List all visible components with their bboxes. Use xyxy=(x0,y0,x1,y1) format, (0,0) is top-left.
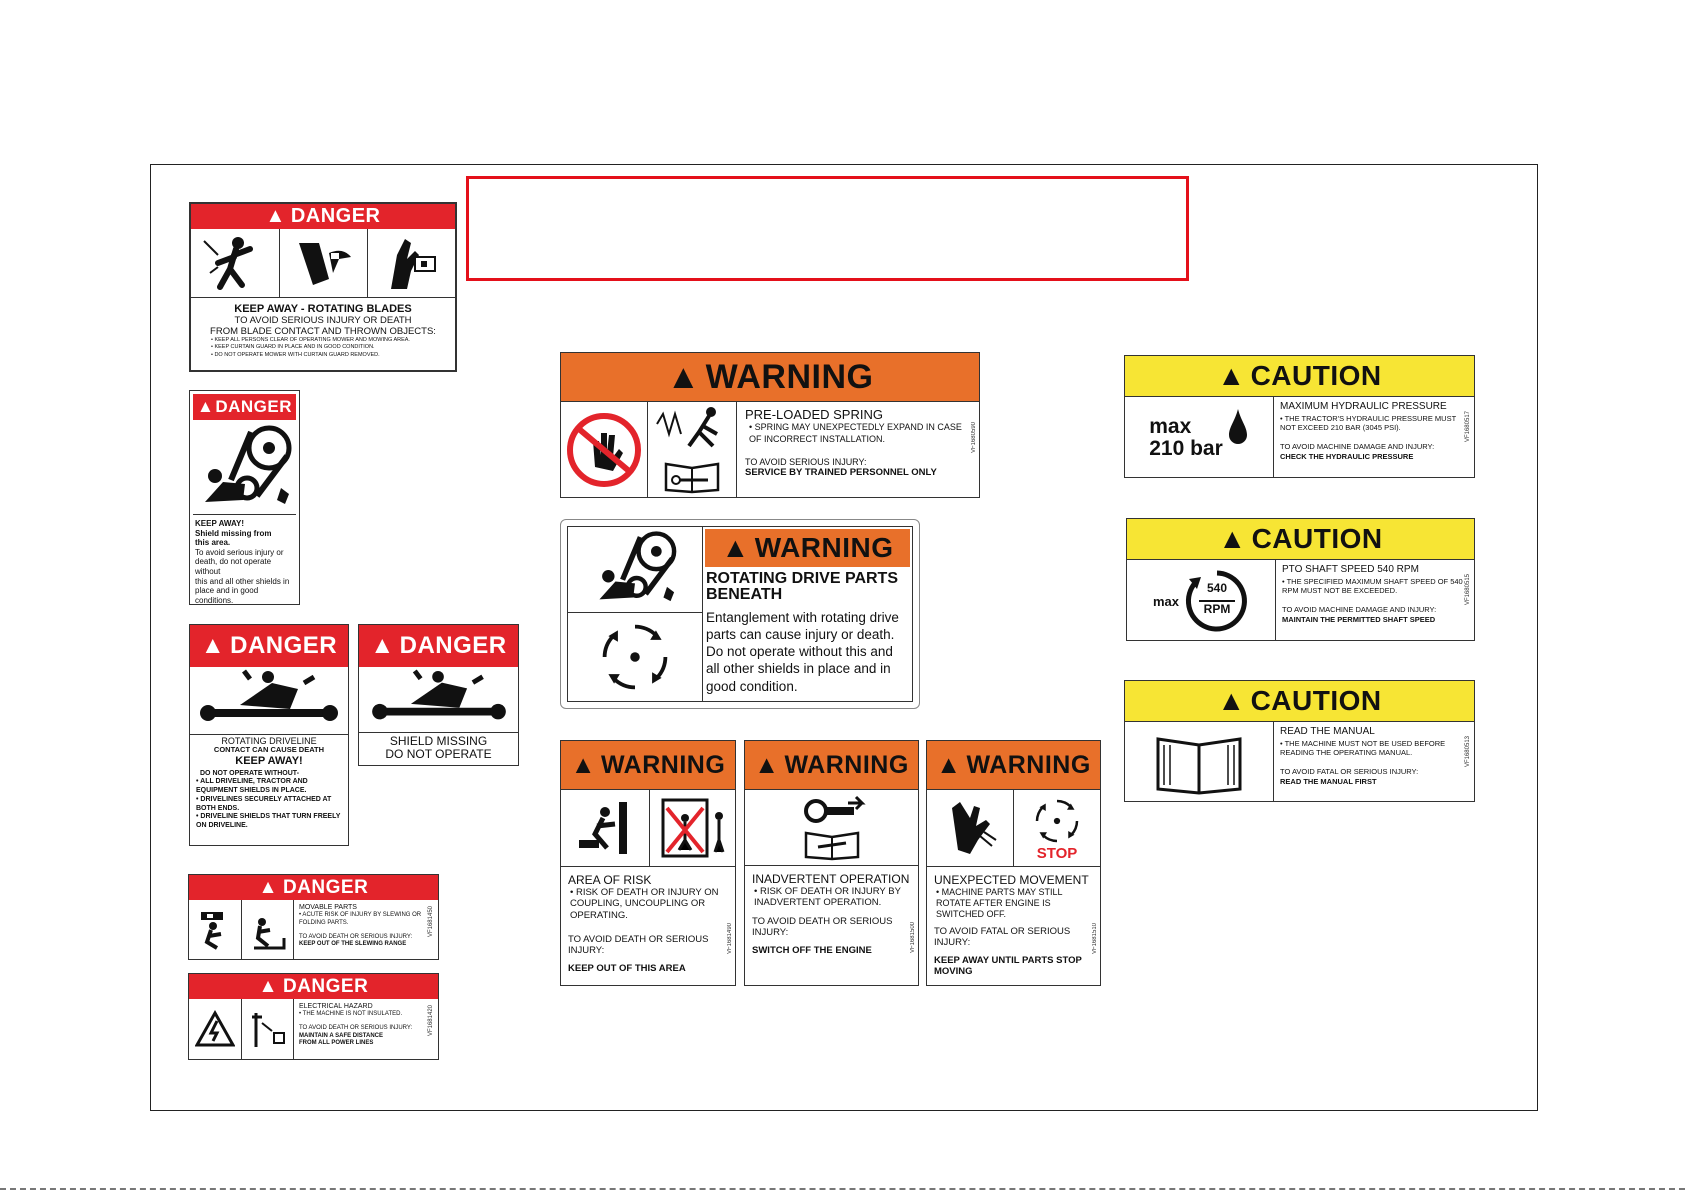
belt-entanglement-icon xyxy=(193,423,296,515)
body-text: Entanglement with rotating drive parts can cause injury or death. Do not operate without this and all other shields in place and in good condition. xyxy=(706,610,899,694)
warning-triangle-icon: ▲ xyxy=(258,975,278,997)
body-text: TO AVOID MACHINE DAMAGE AND INJURY: xyxy=(1282,605,1437,615)
bullet-text: • DRIVELINE SHIELDS THAT TURN FREELY ON DRIVELINE. xyxy=(196,813,341,830)
rotating-parts-icon xyxy=(1029,796,1085,846)
max-text: max xyxy=(1152,593,1180,609)
part-code: VF1681450 xyxy=(428,906,435,938)
warning-triangle-icon: ▲ xyxy=(721,532,750,563)
warning-label-preloaded-spring xyxy=(560,352,980,498)
caution-label-read-manual xyxy=(1124,680,1475,802)
bullet-text: • RISK OF DEATH OR INJURY BY INADVERTENT OPERATION. xyxy=(754,886,901,909)
instruction-text: MAINTAIN A SAFE DISTANCE xyxy=(299,1032,383,1039)
body-text: CONTACT CAN CAUSE DEATH xyxy=(213,745,325,755)
electrical-hazard-icon xyxy=(189,999,241,1059)
instruction-text: READ THE MANUAL FIRST xyxy=(1280,776,1377,786)
max-text: max xyxy=(1149,414,1192,438)
crush-between-parts-icon xyxy=(561,790,649,866)
body-text: TO AVOID DEATH OR SERIOUS INJURY: xyxy=(568,934,709,957)
part-code: VF1681420 xyxy=(428,1005,435,1037)
part-code: VF1680515 xyxy=(1464,574,1471,606)
danger-label-shield-missing xyxy=(189,390,300,605)
body-text: TO AVOID DEATH OR SERIOUS INJURY: xyxy=(299,1024,413,1031)
label-title: ELECTRICAL HAZARD xyxy=(299,1003,373,1010)
driveline-entanglement-icon xyxy=(359,667,518,733)
instruction-text: FROM ALL POWER LINES xyxy=(299,1040,374,1047)
manual-wrench-icon xyxy=(648,454,736,498)
driveline-entanglement-icon xyxy=(190,667,348,735)
blade-thrown-objects-icon xyxy=(191,229,279,297)
warning-header: ▲ WARNING xyxy=(705,529,910,567)
bullet-text: • ALL DRIVELINE, TRACTOR AND EQUIPMENT SHIELDS IN PLACE. xyxy=(196,778,308,795)
instruction-text: SERVICE BY TRAINED PERSONNEL ONLY xyxy=(745,467,937,479)
manual-book-icon xyxy=(1125,722,1273,802)
danger-title: KEEP AWAY - ROTATING BLADES xyxy=(234,303,412,315)
danger-header: ▲ DANGER xyxy=(189,974,438,999)
part-code: VF1681500 xyxy=(910,922,916,954)
bullet-text: • THE SPECIFIED MAXIMUM SHAFT SPEED OF 540 RPM MUST NOT BE EXCEEDED. xyxy=(1282,576,1463,595)
danger-header: ▲ DANGER xyxy=(193,394,296,420)
warning-triangle-icon: ▲ xyxy=(258,876,278,898)
label-title: PRE-LOADED SPRING xyxy=(745,407,883,422)
bullet-text: • ACUTE RISK OF INJURY BY SLEWING OR FOLDING PARTS. xyxy=(299,912,422,926)
caution-label-hydraulic-pressure xyxy=(1124,355,1475,478)
warning-triangle-icon: ▲ xyxy=(666,357,701,396)
danger-title: ROTATING DRIVELINE xyxy=(221,736,317,746)
body-text: Shield missing from xyxy=(195,528,272,538)
power-line-distance-icon xyxy=(241,999,293,1059)
body-text: TO AVOID DEATH OR SERIOUS INJURY: xyxy=(299,933,413,940)
instruction-text: KEEP OUT OF THE SLEWING RANGE xyxy=(299,941,407,948)
rotating-parts-icon xyxy=(568,613,702,701)
part-code: VF1681490 xyxy=(727,923,733,955)
body-text: this and all other shields in xyxy=(195,576,290,586)
caution-header: ▲ CAUTION xyxy=(1127,519,1474,560)
hand-pinch-icon xyxy=(367,229,455,297)
instruction-text: KEEP OUT OF THIS AREA xyxy=(568,963,686,975)
warning-triangle-icon: ▲ xyxy=(200,632,226,659)
belt-entanglement-icon xyxy=(568,527,702,613)
danger-header: ▲ DANGER xyxy=(191,204,455,229)
danger-subtitle: FROM BLADE CONTACT AND THROWN OBJECTS: xyxy=(210,326,436,337)
warning-triangle-icon: ▲ xyxy=(1218,523,1247,554)
part-code: VF1680517 xyxy=(1464,411,1471,443)
danger-label-movable-parts xyxy=(188,874,439,960)
warning-triangle-icon: ▲ xyxy=(1217,360,1246,391)
shield-missing-text: SHIELD MISSING xyxy=(389,734,488,748)
warning-header: ▲ WARNING xyxy=(561,741,735,790)
rpm-gauge-icon xyxy=(1185,569,1249,633)
label-title: UNEXPECTED MOVEMENT xyxy=(934,873,1089,887)
bullet-text: • DO NOT OPERATE MOWER WITH CURTAIN GUARD REMOVED. xyxy=(211,351,380,358)
oil-drop-icon xyxy=(1227,407,1249,447)
bullet-text: • KEEP CURTAIN GUARD IN PLACE AND IN GOOD CONDITION. xyxy=(211,344,375,351)
no-touch-icon xyxy=(561,402,647,498)
warning-triangle-icon: ▲ xyxy=(570,750,596,779)
page-divider xyxy=(0,1188,1685,1190)
bullet-text: • KEEP ALL PERSONS CLEAR OF OPERATING MOWER AND MOWING AREA. xyxy=(211,337,410,343)
stop-text: STOP xyxy=(1036,844,1078,862)
label-title: MAXIMUM HYDRAULIC PRESSURE xyxy=(1280,401,1447,412)
bullet-text: • THE TRACTOR'S HYDRAULIC PRESSURE MUST NOT EXCEED 210 BAR (3045 PSI). xyxy=(1280,413,1457,432)
warning-triangle-icon: ▲ xyxy=(1217,685,1246,716)
danger-subtitle: TO AVOID SERIOUS INJURY OR DEATH xyxy=(234,315,412,326)
body-text: TO AVOID FATAL OR SERIOUS INJURY: xyxy=(1280,767,1419,777)
bullet-text: • THE MACHINE MUST NOT BE USED BEFORE READING THE OPERATING MANUAL. xyxy=(1280,738,1446,757)
part-code: VF1681510 xyxy=(1092,923,1098,955)
label-title: AREA OF RISK xyxy=(568,873,652,887)
part-code: VF1680513 xyxy=(1464,736,1471,768)
bullet-text: • DRIVELINES SECURELY ATTACHED AT BOTH ENDS. xyxy=(196,795,332,812)
pto-speed-icon xyxy=(1127,560,1275,641)
spring-expand-icon xyxy=(648,402,736,454)
no-standing-between-icon xyxy=(649,790,735,866)
warning-triangle-icon: ▲ xyxy=(754,750,780,779)
warning-triangle-icon: ▲ xyxy=(370,632,395,659)
danger-header: ▲ DANGER xyxy=(189,875,438,900)
body-text: place and in good conditions. xyxy=(195,586,259,605)
keep-away-text: KEEP AWAY! xyxy=(235,754,303,767)
warning-label-area-of-risk xyxy=(560,740,736,986)
highlight-box xyxy=(466,176,1189,281)
bullet-text: • RISK OF DEATH OR INJURY ON COUPLING, UNCOUPLING OR OPERATING. xyxy=(570,887,719,921)
bullet-text: • THE MACHINE IS NOT INSULATED. xyxy=(299,1011,403,1018)
label-title: INADVERTENT OPERATION xyxy=(752,872,910,886)
danger-header: ▲ DANGER xyxy=(190,625,348,667)
label-title: ROTATING DRIVE PARTS BENEATH xyxy=(706,570,898,603)
slewing-person-icon xyxy=(189,900,241,959)
body-text: TO AVOID MACHINE DAMAGE AND INJURY: xyxy=(1280,442,1435,452)
bullet-text: • SPRING MAY UNEXPECTEDLY EXPAND IN CASE OF INCORRECT INSTALLATION. xyxy=(749,422,962,444)
label-title: MOVABLE PARTS xyxy=(299,904,357,911)
body-text: this area. xyxy=(195,538,231,548)
danger-label-shield-missing-do-not-operate xyxy=(358,624,519,766)
danger-label-electrical-hazard xyxy=(188,973,439,1060)
warning-label-inadvertent-operation xyxy=(744,740,919,986)
warning-header: ▲ WARNING xyxy=(745,741,918,790)
pressure-value: 210 bar xyxy=(1149,437,1223,460)
warning-label-unexpected-movement xyxy=(926,740,1101,986)
rpm-unit: RPM xyxy=(1203,602,1231,616)
key-manual-icon xyxy=(745,790,918,866)
caution-label-pto-shaft-speed xyxy=(1126,518,1475,641)
instruction-text: KEEP AWAY UNTIL PARTS STOP MOVING xyxy=(934,955,1082,978)
label-title: READ THE MANUAL xyxy=(1280,726,1375,737)
rpm-value: 540 xyxy=(1207,581,1228,595)
part-code: VF1680590 xyxy=(971,422,977,454)
keep-away-text: KEEP AWAY! xyxy=(195,519,245,528)
instruction-text: MAINTAIN THE PERMITTED SHAFT SPEED xyxy=(1282,614,1436,624)
caution-header: ▲ CAUTION xyxy=(1125,681,1474,722)
instruction-text: CHECK THE HYDRAULIC PRESSURE xyxy=(1280,451,1414,461)
body-text: DO NOT OPERATE WITHOUT- xyxy=(200,769,300,777)
warning-header: ▲ WARNING xyxy=(561,353,979,402)
bullet-text: • MACHINE PARTS MAY STILL ROTATE AFTER ENGINE IS SWITCHED OFF. xyxy=(936,887,1063,919)
label-title: PTO SHAFT SPEED 540 RPM xyxy=(1282,564,1419,575)
warning-triangle-icon: ▲ xyxy=(197,397,215,416)
do-not-operate-text: DO NOT OPERATE xyxy=(385,746,492,761)
warning-triangle-icon: ▲ xyxy=(936,750,962,779)
body-text: To avoid serious injury or xyxy=(195,547,284,557)
danger-label-rotating-blades xyxy=(189,202,457,372)
body-text: TO AVOID DEATH OR SERIOUS INJURY: xyxy=(752,915,893,938)
warning-header: ▲ WARNING xyxy=(927,741,1100,790)
body-text: death, do not operate without xyxy=(195,557,272,576)
danger-header: ▲ DANGER xyxy=(359,625,518,667)
warning-label-rotating-drive-parts xyxy=(560,519,920,709)
warning-triangle-icon: ▲ xyxy=(265,205,286,227)
folding-parts-icon xyxy=(241,900,293,959)
danger-label-rotating-driveline xyxy=(189,624,349,846)
caution-header: ▲ CAUTION xyxy=(1125,356,1474,397)
hydraulic-pressure-icon xyxy=(1125,397,1273,478)
hand-cut-icon xyxy=(927,790,1013,866)
hand-cut-icon xyxy=(279,229,367,297)
body-text: TO AVOID SERIOUS INJURY: xyxy=(745,457,867,468)
body-text: TO AVOID FATAL OR SERIOUS INJURY: xyxy=(934,926,1071,949)
instruction-text: SWITCH OFF THE ENGINE xyxy=(752,944,872,956)
